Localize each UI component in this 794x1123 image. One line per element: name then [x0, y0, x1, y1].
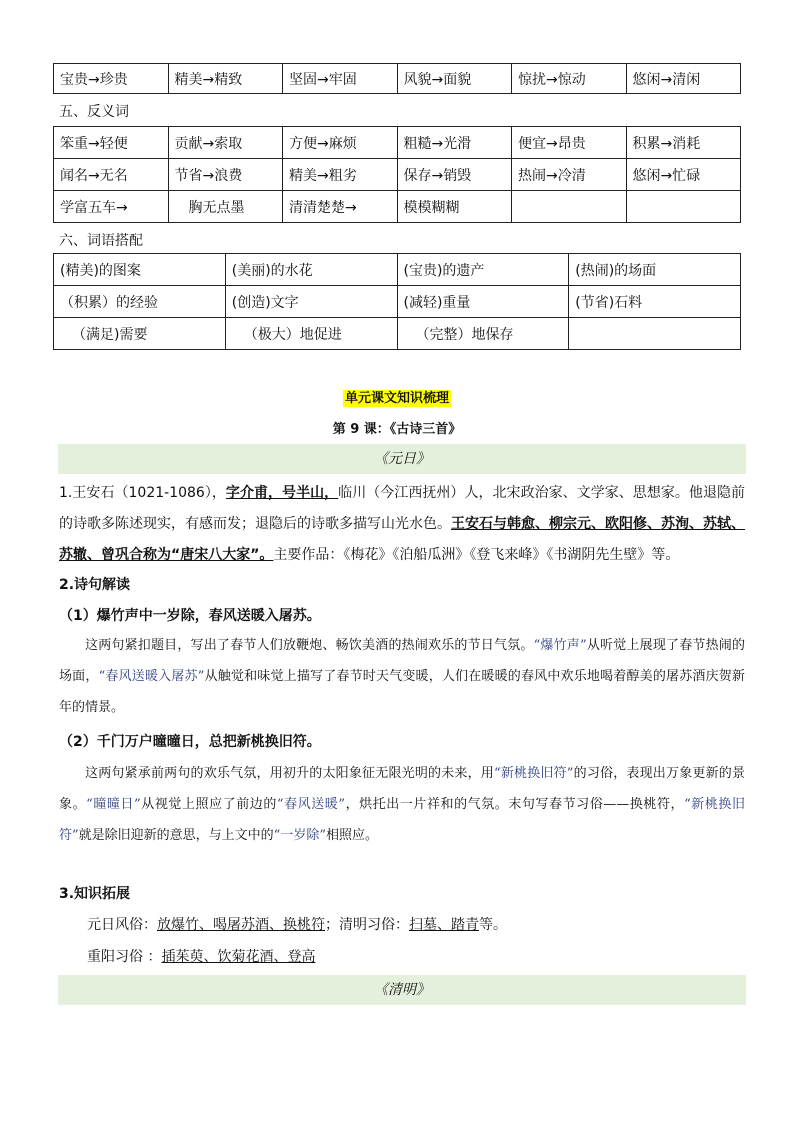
expl-quote: “曈曈日” — [86, 797, 141, 812]
expl-text: 的习俗，表现出万象更新的景象。 — [59, 766, 745, 812]
expl-quote: “新桃换旧符” — [59, 797, 745, 843]
table-cell — [626, 191, 741, 223]
poem-title-yuanri: 《元日》 — [58, 444, 746, 474]
table-cell: 粗糙→光滑 — [397, 127, 512, 159]
interpretation-heading: 2.诗句解读 — [59, 577, 131, 593]
antonyms-table — [53, 126, 741, 223]
synonyms-table — [53, 63, 741, 94]
table-cell: (精美)的图案 — [54, 254, 226, 286]
lesson-title: 第 9 课：《古诗三首》 — [332, 422, 462, 437]
table-cell: 节省→浪费 — [168, 159, 283, 191]
table-cell: 模模糊糊 — [397, 191, 512, 223]
table-cell: 方便→麻烦 — [283, 127, 398, 159]
poem-title-qingming: 《清明》 — [58, 975, 746, 1005]
expl-text: 就是除旧迎新的意思，与上文中的 — [78, 828, 274, 843]
table-cell: 便宜→昂贵 — [512, 127, 627, 159]
expl-text: 这两句紧承前两句的欢乐气氛，用初升的太阳象征无限光明的未来，用 — [85, 766, 494, 781]
unit-title — [0, 387, 794, 406]
table-cell: (宝贵)的遗产 — [397, 254, 569, 286]
table-cell: 悠闲→清闲 — [626, 64, 741, 94]
custom-label: 元日风俗： — [87, 917, 157, 933]
table-cell: 风貌→面貌 — [397, 64, 512, 94]
expl-text: 从视觉上照应了前边的 — [140, 797, 277, 812]
table-cell: 胸无点墨 — [168, 191, 283, 223]
table-cell: (热闹)的场面 — [569, 254, 741, 286]
table-cell: 学富五车→ — [54, 191, 169, 223]
customs-line-2 — [87, 946, 315, 966]
table-cell: 精美→粗劣 — [283, 159, 398, 191]
table-cell: 贡献→索取 — [168, 127, 283, 159]
expl-quote: “一岁除” — [273, 828, 326, 843]
table-cell: 宝贵→珍贵 — [54, 64, 169, 94]
custom-label: ；清明习俗： — [325, 917, 409, 933]
table-cell: 悠闲→忙碌 — [626, 159, 741, 191]
table-row — [54, 159, 741, 191]
table-cell — [569, 318, 741, 350]
expl-text: 从听觉上展现了春节热闹的场面， — [59, 638, 745, 684]
table-row — [54, 254, 741, 286]
expl-quote: “春风送暖入屠苏” — [98, 669, 205, 684]
custom-label: 重阳习俗 ： — [87, 949, 162, 965]
custom-value: 扫墓、踏青 — [409, 917, 479, 933]
expl-quote: “春风送暖” — [276, 797, 345, 812]
intro-emphasis: 字介甫，号半山， — [225, 485, 339, 501]
table-cell: (美丽)的水花 — [225, 254, 397, 286]
table-row — [54, 191, 741, 223]
antonyms-heading: 五、反义词 — [59, 104, 129, 120]
extension-heading: 3.知识拓展 — [59, 886, 131, 902]
table-cell: （极大）地促进 — [225, 318, 397, 350]
explanation-2 — [59, 758, 745, 851]
table-cell: (节省)石料 — [569, 286, 741, 318]
intro-text: 主要作品：《梅花》《泊船瓜洲》《登飞来峰》《书湖阴先生壁》等。 — [273, 547, 680, 563]
table-cell: 笨重→轻便 — [54, 127, 169, 159]
intro-emphasis: 王安石与韩愈、柳宗元、欧阳修、苏洵、苏轼、苏辙、曾巩合称为“唐宋八大家”。 — [59, 516, 745, 563]
table-cell: (创造)文字 — [225, 286, 397, 318]
poem-line-2: （2）千门万户曈曈日，总把新桃换旧符。 — [59, 734, 321, 750]
table-cell: (减轻)重量 — [397, 286, 569, 318]
table-cell: 惊扰→惊动 — [512, 64, 627, 94]
expl-text: 相照应。 — [325, 828, 378, 843]
collocations-table — [53, 253, 741, 350]
collocations-heading: 六、词语搭配 — [59, 233, 143, 249]
expl-text: ，烘托出一片祥和的气氛。末句写春节习俗——换桃符， — [345, 797, 685, 812]
custom-value: 插茱萸、饮菊花酒、登高 — [161, 949, 316, 965]
intro-text: 临川（今江西抚州）人，北宋政治家、文学家、思想家。他退隐前的诗歌多陈述现实，有感而发；退隐后的诗歌多描写山光水色。 — [59, 485, 746, 532]
expl-text: 这两句紧扣题目，写出了春节人们放鞭炮、畅饮美酒的热闹欢乐的节日气氛。 — [85, 638, 534, 653]
unit-title-text: 单元课文知识梳理 — [344, 391, 449, 406]
poem-line-1: （1）爆竹声中一岁除，春风送暖入屠苏。 — [59, 608, 321, 624]
table-cell: 坚固→牢固 — [283, 64, 398, 94]
table-cell: 清清楚楚→ — [283, 191, 398, 223]
table-row — [54, 127, 741, 159]
table-cell: 保存→销毁 — [397, 159, 512, 191]
table-row — [54, 286, 741, 318]
custom-value: 放爆竹、喝屠苏酒、换桃符 — [157, 917, 325, 933]
intro-text: 1.王安石（1021-1086）， — [59, 485, 226, 501]
author-intro — [59, 478, 745, 571]
explanation-1 — [59, 630, 745, 723]
table-cell: 积累→消耗 — [626, 127, 741, 159]
table-cell: 热闹→冷清 — [512, 159, 627, 191]
expl-quote: “新桃换旧符” — [494, 766, 574, 781]
custom-tail: 等。 — [479, 917, 507, 933]
table-cell: （积累）的经验 — [54, 286, 226, 318]
customs-line-1 — [87, 914, 507, 934]
table-row — [54, 318, 741, 350]
table-cell — [512, 191, 627, 223]
table-cell: （完整）地保存 — [397, 318, 569, 350]
table-row — [54, 64, 741, 94]
expl-quote: “爆竹声” — [533, 638, 587, 653]
table-cell: 闻名→无名 — [54, 159, 169, 191]
table-cell: （满足)需要 — [54, 318, 226, 350]
table-cell: 精美→精致 — [168, 64, 283, 94]
expl-text: 从触觉和味觉上描写了春节时天气变暖，人们在暖暖的春风中欢乐地喝着醇美的屠苏酒庆贺新年的情景。 — [59, 669, 745, 715]
